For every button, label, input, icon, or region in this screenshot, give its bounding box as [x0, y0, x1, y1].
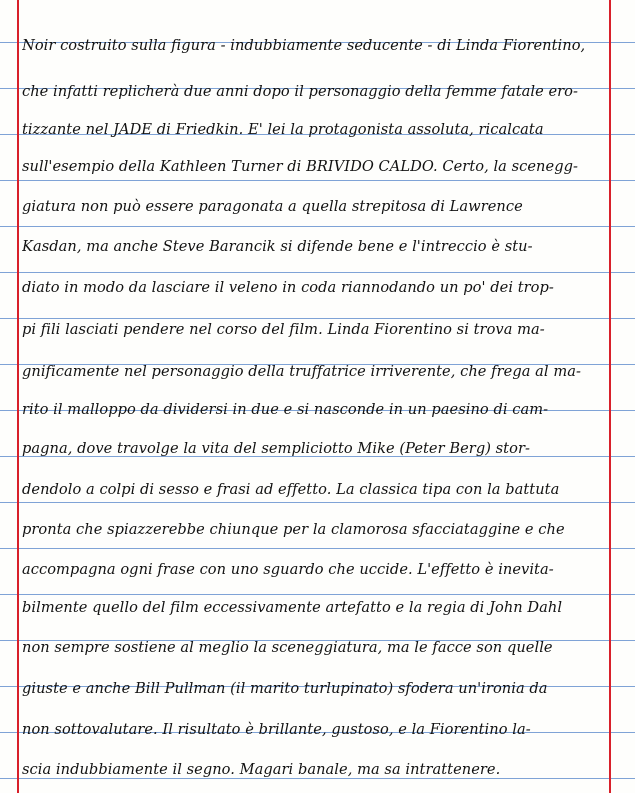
text-line: gnificamente nel personaggio della truffatrice irriverente, che frega al ma-	[22, 363, 581, 380]
text-line: pronta che spiazzerebbe chiunque per la clamorosa sfacciataggine e che	[22, 521, 565, 538]
right-margin-line	[609, 0, 611, 793]
text-line: tizzante nel JADE di Friedkin. E' lei la protagonista assoluta, ricalcata	[22, 121, 544, 138]
text-line: giuste e anche Bill Pullman (il marito turlupinato) sfodera un'ironia da	[22, 680, 548, 697]
text-line: rito il malloppo da dividersi in due e si nasconde in un paesino di cam-	[22, 401, 549, 418]
text-line: scia indubbiamente il segno. Magari banale, ma sa intrattenere.	[22, 761, 501, 778]
text-line: giatura non può essere paragonata a quella strepitosa di Lawrence	[22, 198, 523, 215]
text-line: pagna, dove travolge la vita del sempliciotto Mike (Peter Berg) stor-	[22, 440, 530, 457]
left-margin-line	[17, 0, 19, 793]
text-line: Kasdan, ma anche Steve Barancik si difende bene e l'intreccio è stu-	[22, 238, 533, 255]
text-line: Noir costruito sulla figura - indubbiamente seducente - di Linda Fiorentino,	[22, 37, 586, 54]
text-line: diato in modo da lasciare il veleno in coda riannodando un po' dei trop-	[22, 279, 554, 296]
text-line: pi fili lasciati pendere nel corso del film. Linda Fiorentino si trova ma-	[22, 321, 545, 338]
text-line: non sottovalutare. Il risultato è brillante, gustoso, e la Fiorentino la-	[22, 721, 531, 738]
text-line: sull'esempio della Kathleen Turner di BRIVIDO CALDO. Certo, la scenegg-	[22, 158, 578, 175]
text-line: che infatti replicherà due anni dopo il personaggio della femme fatale ero-	[22, 83, 578, 100]
text-line: non sempre sostiene al meglio la sceneggiatura, ma le facce son quelle	[22, 639, 553, 656]
text-line: bilmente quello del film eccessivamente artefatto e la regia di John Dahl	[22, 599, 563, 616]
text-line: accompagna ogni frase con uno sguardo che uccide. L'effetto è inevita-	[22, 561, 554, 578]
text-line: dendolo a colpi di sesso e frasi ad effetto. La classica tipa con la battuta	[22, 481, 560, 498]
